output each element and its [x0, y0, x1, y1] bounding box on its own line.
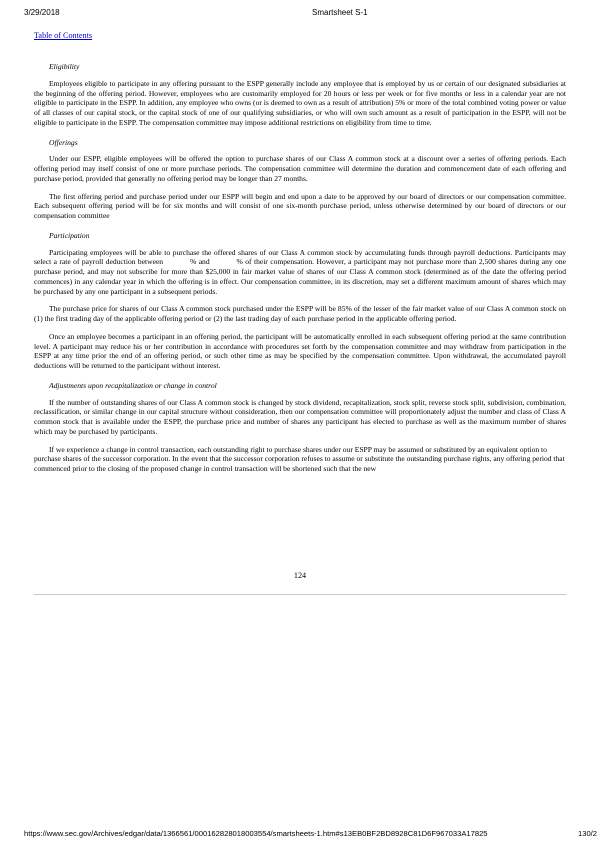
- document-title: Smartsheet S-1: [312, 8, 368, 17]
- section-eligibility: [34, 62, 566, 128]
- paragraph: Employees eligible to participate in any offering pursuant to the ESPP generally include any employee that is employed by us or certain of our designated subsidiaries at the beginning of the offering period. However, employees who are customarily employed for 20 hours or less per week or for five months or less in a calendar year are not eligible to participate in the ESPP. In addition, any employee who owns (or is deemed to own as a result of attribution) 5% or more of the total combined voting power or value of all classes of our capital stock, or the capital stock of one of our qualifying subsidiaries, or who will own such amount as a result of participation in the ESPP, will not be eligible to participate in the ESPP. The compensation committee may impose additional restrictions on eligibility from time to time.: [34, 78, 566, 127]
- table-of-contents-link[interactable]: Table of Contents: [34, 31, 93, 40]
- section-heading: Adjustments upon recapitalization or change in control: [49, 380, 217, 390]
- source-url: https://www.sec.gov/Archives/edgar/data/1366561/000162828018003554/smartsheets-1.htm#s13EB0BF2BD8928C81D6F967033A17825: [24, 829, 488, 838]
- paragraph: If the number of outstanding shares of our Class A common stock is changed by stock dividend, recapitalization, stock split, reverse stock split, subdivision, combination, reclassification, or similar change in our capital structure without consideration, then our compensation committee will proportionately adjust the number and class of Class A common stock that is available under the ESPP, the purchase price and number of shares any participant has elected to purchase as well as the maximum number of shares which may be purchased by participants.: [34, 397, 566, 436]
- print-page-count: 130/2: [578, 829, 598, 838]
- section-heading: Eligibility: [49, 62, 80, 71]
- section-offerings: [34, 138, 566, 221]
- paragraph: Under our ESPP, eligible employees will be offered the option to purchase shares of our Class A common stock at a discount over a series of offering periods. Each offering period may itself consist of one or more purchase periods. The compensation committee will determine the duration and commencement date of each offering and purchase period, provided that generally no offering period may be longer than 27 months.: [34, 154, 566, 183]
- section-heading: Participation: [49, 230, 90, 240]
- page-number: 124: [293, 571, 307, 580]
- paragraph: If we experience a change in control transaction, each outstanding right to purchase shares under our ESPP may be assumed or substituted by an equivalent option to purchase shares of the successor corporation. In the event that the successor corporation refuses to assume or substitute the outstanding purchase rights, any offering period that commenced prior to the closing of the proposed change in control transaction will be shortened such that the new: [34, 444, 565, 473]
- section-participation: [34, 231, 566, 371]
- section-adjustments: [34, 381, 566, 474]
- print-date: 3/29/2018: [24, 8, 60, 17]
- paragraph: The purchase price for shares of our Class A common stock purchased under the ESPP will be 85% of the lesser of the fair market value of our Class A common stock on (1) the first trading day of the applicable offering period or (2) the last trading day of each purchase period in the applicable offering period.: [34, 304, 566, 323]
- paragraph: The first offering period and purchase period under our ESPP will begin and end upon a date to be approved by our board of directors or our compensation committee. Each subsequent offering period will be for six months and will consist of one six-month purchase period, unless otherwise determined by our board of directors or our compensation committee: [34, 191, 566, 220]
- page-divider: [34, 594, 566, 595]
- section-heading: Offerings: [49, 137, 78, 147]
- paragraph: Participating employees will be able to purchase the offered shares of our Class A common stock by accumulating funds through payroll deductions. Participants may select a rate of payroll deduction between % and % of their compensation. However, a participant may not purchase more than 2,500 shares during any one purchase period, and may not subscribe for more than $25,000 in fair market value of shares of our Class A common stock (determined as of the date the offering period commences) in any calendar year in which the offering is in effect. Our compensation committee, in its discretion, may set a different maximum amount of shares which may be purchased by any one participant in a subsequent periods.: [34, 247, 568, 296]
- paragraph: Once an employee becomes a participant in an offering period, the participant will be automatically enrolled in each subsequent offering period at the same contribution level. A participant may reduce his or her contribution in accordance with procedures set forth by the compensation committee and may withdraw from participation in the ESPP at any time prior the end of an offering period, or such other time as may be specified by the compensation committee. Upon withdrawal, the accumulated payroll deductions will be returned to the participant without interest.: [34, 331, 566, 370]
- document-body: [34, 62, 566, 482]
